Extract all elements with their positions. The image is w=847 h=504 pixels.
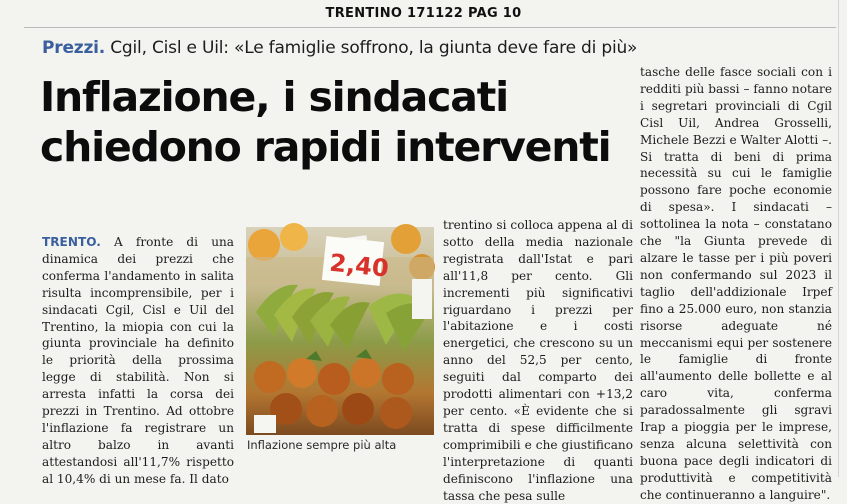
price-tag-value: 2,40 <box>328 248 391 283</box>
header-divider <box>24 27 836 28</box>
article-photo <box>246 227 434 435</box>
dateline: TRENTO. <box>42 235 101 249</box>
headline-line-1: Inflazione, i sindacati <box>40 73 508 121</box>
article-column-1-text: A fronte di una dinamica dei prezzi che conferma l'andamento in salita risulta incomprensibile, per i sindacati Cgil, Cisl e Uil del Trentino, la miopia con cui la giunta provinciale ha definito le priorità della prossima legge di stabilità. Non si arresta infatti la corsa dei prezzi in Trentino. Ad ottobre l'inflazione fa registrare un altro balzo in avanti attestandosi all'11,7% rispetto al 10,4% di un mese fa. Il dato <box>42 235 234 486</box>
kicker-tag: Prezzi. <box>42 38 106 58</box>
kicker <box>42 38 637 58</box>
article-column-2: trentino si colloca appena al di sotto della media nazionale registrata dall'Istat e pari all'11,8 per cento. Gli incrementi più significativi riguardano i prezzi per l'abitazione e i costi energetici, che crescono su un anno del 52,5 per cento, seguiti dal comparto dei prodotti alimentari con +13,2 per cento. «È evidente che si tratta di spese difficilmente comprimibili e che giustificano l'interpretazione di quanti definiscono l'inflazione una tassa che pesa sulle <box>443 218 633 503</box>
article-column-3: tasche delle fasce sociali con i redditi più bassi – fanno notare i segretari provinciali di Cgil Cisl Uil, Andrea Grosselli, Michele Bezzi e Walter Alotti –. Si tratta di beni di prima necessità su cui le famiglie possono fare poche economie di spesa». I sindacati – sottolinea la nota – constatano che "la Giunta prevede di alzare le tasse per i più poveri non confermando sul 2023 il taglio dell'addizionale Irpef fino a 25.000 euro, non stanzia risorse adeguate né meccanismi equi per sostenere le famiglie di fronte all'aumento delle bollette e al caro vita, conferma paradossalmente gli sgravi Irap a pioggia per le imprese, senza alcuna selettività con buona pace degli indicatori di produttività e competitività che continueranno a languire". <box>640 65 832 502</box>
page-header: TRENTINO 171122 PAG 10 <box>325 6 522 21</box>
headline <box>40 72 611 172</box>
kicker-text: Cgil, Cisl e Uil: «Le famiglie soffrono, la giunta deve fare di più» <box>105 38 638 58</box>
photo-caption: Inflazione sempre più alta <box>247 438 397 452</box>
price-tag-sign <box>322 237 391 287</box>
page-edge <box>838 0 839 477</box>
headline-line-2: chiedono rapidi interventi <box>40 123 611 171</box>
article-column-1 <box>42 234 234 488</box>
